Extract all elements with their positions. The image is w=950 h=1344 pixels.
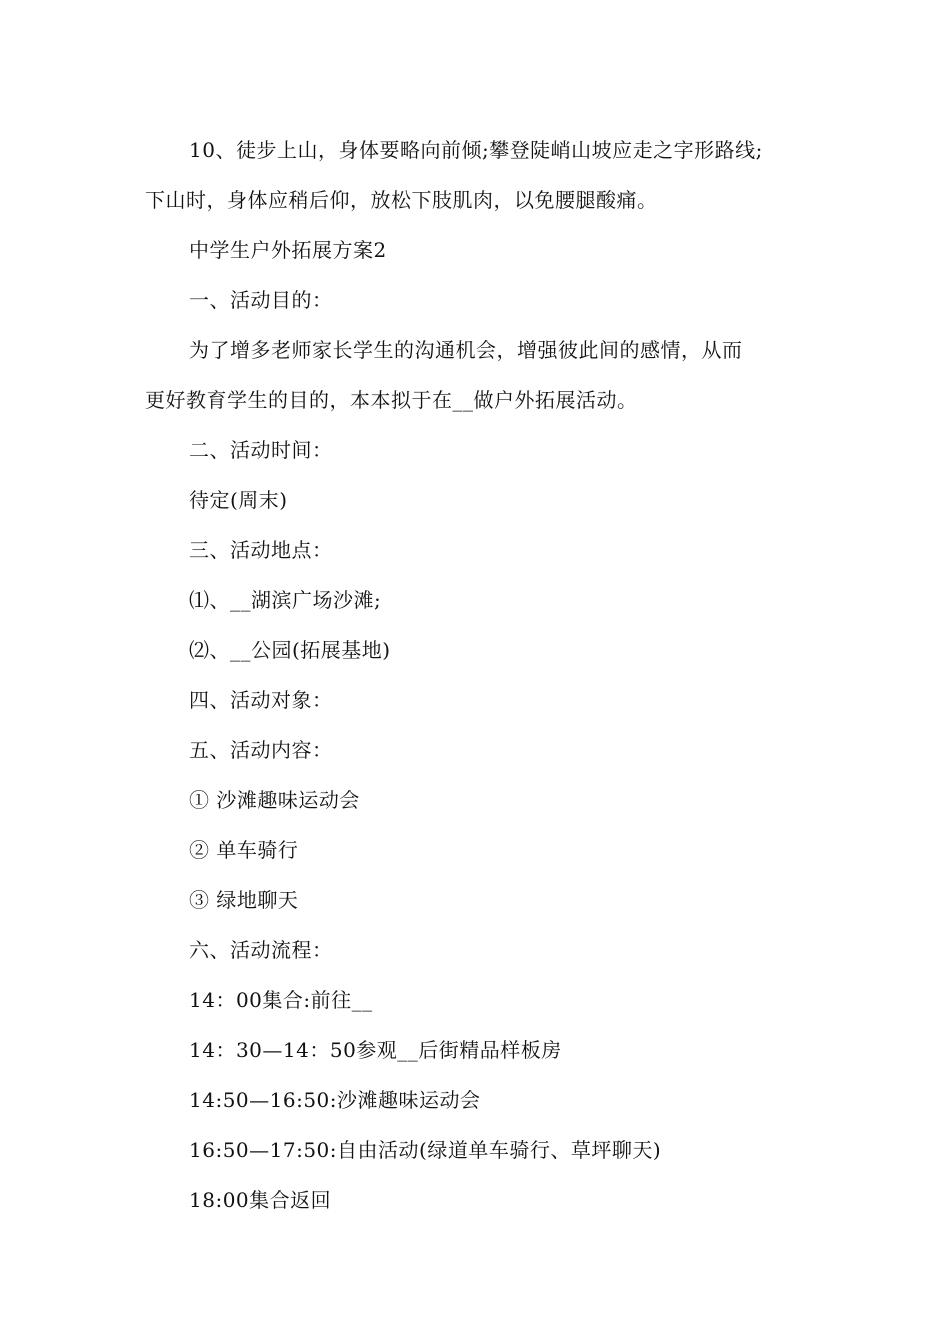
section-heading: 一、活动目的：: [189, 288, 333, 312]
paragraph-line: 下山时，身体应稍后仰，放松下肢肌肉，以免腰腿酸痛。: [145, 188, 658, 212]
list-item: ② 单车骑行: [189, 838, 299, 862]
section-heading: 五、活动内容：: [189, 738, 333, 762]
section-heading: 六、活动流程：: [189, 938, 333, 962]
schedule-item: 16:50—17:50:自由活动(绿道单车骑行、草坪聊天): [189, 1138, 662, 1162]
paragraph-line: 10、徒步上山，身体要略向前倾;攀登陡峭山坡应走之字形路线;: [189, 138, 763, 162]
section-heading: 二、活动时间：: [189, 438, 333, 462]
paragraph-line: 更好教育学生的目的，本本拟于在__做户外拓展活动。: [145, 388, 638, 412]
list-item: ③ 绿地聊天: [189, 888, 299, 912]
schedule-item: 14：30—14：50参观__后街精品样板房: [189, 1038, 562, 1062]
schedule-item: 14:50—16:50:沙滩趣味运动会: [189, 1088, 481, 1112]
paragraph-line: 为了增多老师家长学生的沟通机会，增强彼此间的感情，从而: [189, 338, 743, 362]
section-title: 中学生户外拓展方案2: [189, 238, 387, 262]
list-item: ① 沙滩趣味运动会: [189, 788, 360, 812]
schedule-item: 14：00集合:前往__: [189, 988, 373, 1012]
section-heading: 三、活动地点：: [189, 538, 333, 562]
schedule-item: 18:00集合返回: [189, 1188, 332, 1212]
list-item: ⑵、__公园(拓展基地): [189, 638, 391, 662]
section-heading: 四、活动对象：: [189, 688, 333, 712]
paragraph-line: 待定(周末): [189, 488, 288, 512]
list-item: ⑴、__湖滨广场沙滩;: [189, 588, 382, 612]
